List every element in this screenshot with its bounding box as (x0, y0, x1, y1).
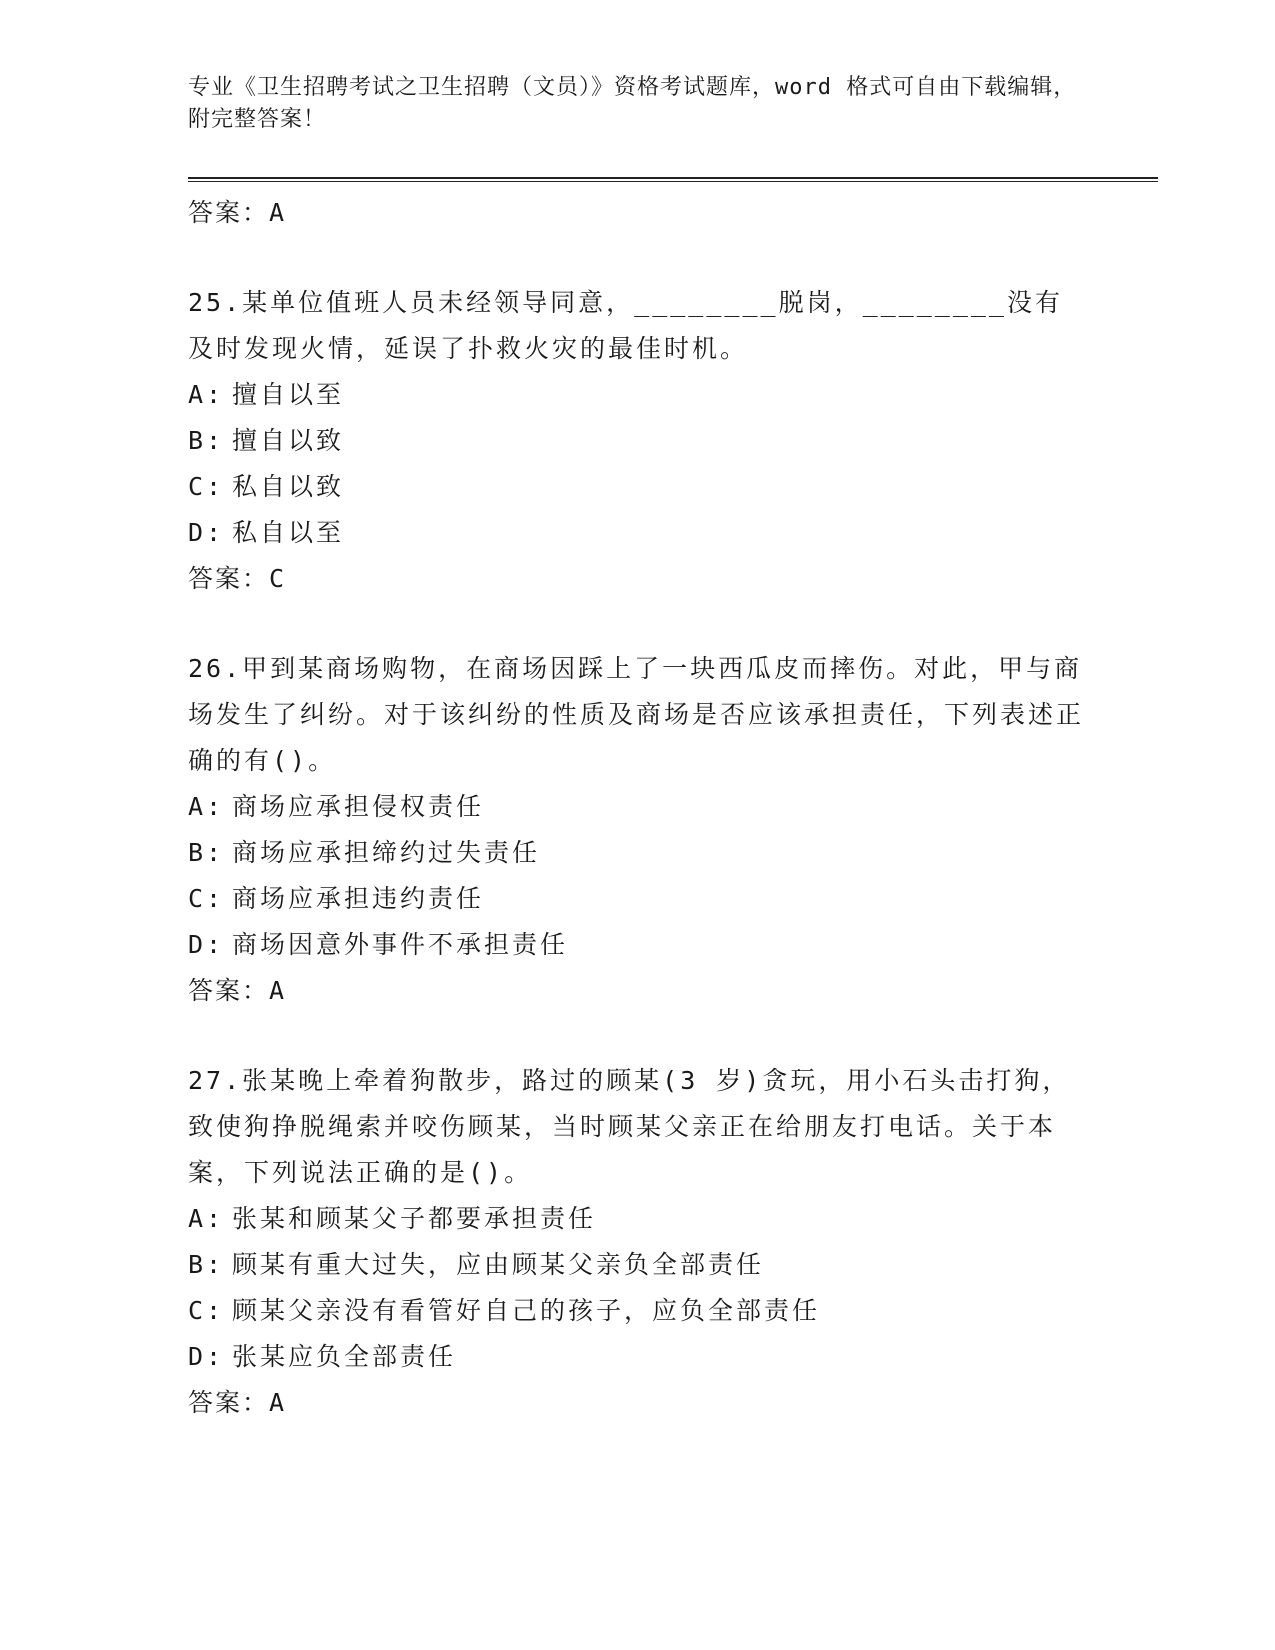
question-stem: 26.甲到某商场购物，在商场因踩上了一块西瓜皮而摔伤。对此，甲与商场发生了纠纷。对于该纠纷的性质及商场是否应该承担责任，下列表述正确的有()。 (188, 654, 1085, 775)
option-c (188, 876, 1088, 922)
question-25 (188, 280, 1088, 602)
option-text: 商场应承担违约责任 (232, 884, 485, 913)
option-key: A: (188, 1204, 225, 1233)
answer-line (188, 556, 1088, 602)
option-text: 顾某有重大过失，应由顾某父亲负全部责任 (232, 1250, 765, 1279)
option-key: C: (188, 884, 225, 913)
option-text: 顾某父亲没有看管好自己的孩子，应负全部责任 (232, 1296, 821, 1325)
option-c (188, 1288, 1088, 1334)
option-a (188, 1196, 1088, 1242)
answer-value: A (269, 976, 287, 1005)
question-list (188, 190, 1088, 1426)
answer-label: 答案： (188, 976, 270, 1005)
question-stem: 27.张某晚上牵着狗散步，路过的顾某(3 岁)贪玩，用小石头击打狗，致使狗挣脱绳索并咬伤顾某，当时顾某父亲正在给朋友打电话。关于本案，下列说法正确的是()。 (188, 1066, 1071, 1187)
option-key: C: (188, 472, 225, 501)
option-text: 张某和顾某父子都要承担责任 (232, 1204, 597, 1233)
option-key: B: (188, 1250, 225, 1279)
answer-label: 答案： (188, 198, 270, 227)
option-d (188, 922, 1088, 968)
option-b (188, 830, 1088, 876)
option-key: D: (188, 930, 225, 959)
option-d (188, 510, 1088, 556)
option-key: B: (188, 838, 225, 867)
option-text: 商场应承担侵权责任 (232, 792, 485, 821)
option-a (188, 784, 1088, 830)
answer-label: 答案： (188, 564, 270, 593)
question-stem: 25.某单位值班人员未经领导同意，________脱岗，________没有及时发现火情，延误了扑救火灾的最佳时机。 (188, 288, 1063, 363)
document-header: 专业《卫生招聘考试之卫生招聘（文员）》资格考试题库，word 格式可自由下载编辑，附完整答案！ (188, 75, 1077, 132)
option-key: D: (188, 518, 225, 547)
option-text: 商场应承担缔约过失责任 (232, 838, 541, 867)
option-a (188, 372, 1088, 418)
header-divider (188, 177, 1158, 182)
question-26 (188, 646, 1088, 1014)
option-text: 私自以致 (232, 472, 345, 501)
option-key: B: (188, 426, 225, 455)
answer-line (188, 1380, 1088, 1426)
answer-label: 答案： (188, 1388, 270, 1417)
option-key: A: (188, 380, 225, 409)
option-b (188, 1242, 1088, 1288)
option-d (188, 1334, 1088, 1380)
option-key: C: (188, 1296, 225, 1325)
answer-line (188, 190, 1088, 236)
option-text: 擅自以至 (232, 380, 345, 409)
option-key: A: (188, 792, 225, 821)
option-c (188, 464, 1088, 510)
option-key: D: (188, 1342, 225, 1371)
option-text: 张某应负全部责任 (232, 1342, 457, 1371)
answer-line (188, 968, 1088, 1014)
option-text: 擅自以致 (232, 426, 345, 455)
answer-value: A (269, 1388, 287, 1417)
answer-value: A (269, 198, 287, 227)
option-b (188, 418, 1088, 464)
option-text: 商场因意外事件不承担责任 (232, 930, 569, 959)
question-27 (188, 1058, 1088, 1426)
option-text: 私自以至 (232, 518, 345, 547)
answer-value: C (269, 564, 287, 593)
